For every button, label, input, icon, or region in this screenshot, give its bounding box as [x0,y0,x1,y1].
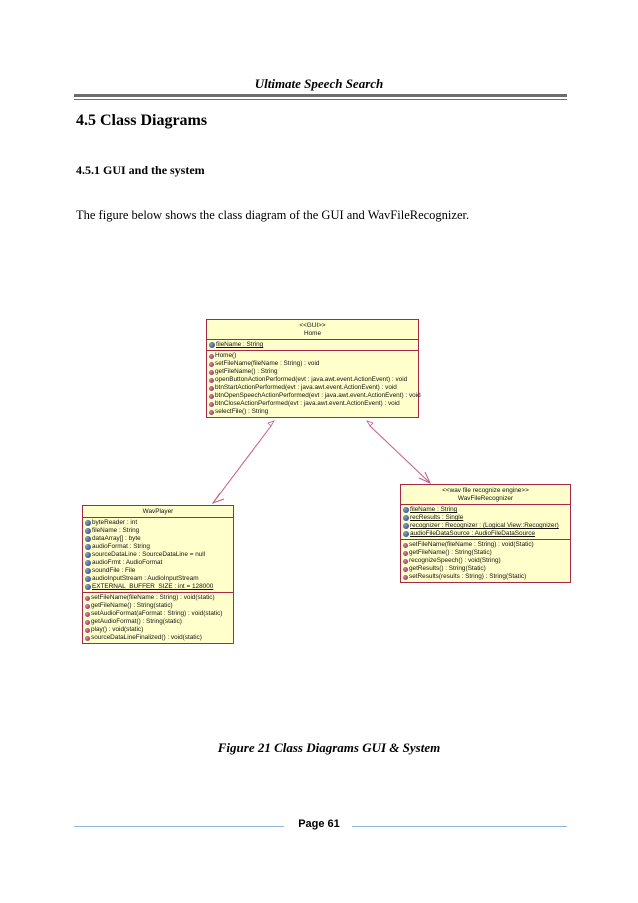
attribute-icon [85,584,91,590]
attribute-row: EXTERNAL_BUFFER_SIZE : int = 128000 [85,583,231,591]
operation-row: getResults() : String(Static) [403,565,568,573]
class-home-title [207,320,418,340]
footer-rule-left [74,826,284,827]
attribute-row: recognizer : Recognizer : (Logical View::Recognizer) [403,522,568,530]
class-recognizer-stereotype: <<wav file recognize engine>> [442,487,529,494]
operation-icon [209,362,214,367]
class-recognizer-name: WavFileRecognizer [457,495,514,502]
operation-row: setResults(results : String) : String(Static) [403,573,568,581]
class-wavplayer-name: WavPlayer [142,508,174,515]
class-recognizer-attributes [401,505,570,540]
attribute-row: audioFormat : String [85,543,231,551]
operation-icon [209,378,214,383]
operation-icon [85,604,90,609]
attribute-icon [85,544,91,550]
operation-row: setAudioFormat(aFormat : String) : void(static) [85,610,231,618]
operation-row: getAudioFormat() : String(static) [85,618,231,626]
operation-row: play() : void(static) [85,626,231,634]
operation-row: setFileName(fileName : String) : void [209,360,416,368]
operation-icon [209,394,214,399]
body-paragraph: The figure below shows the class diagram of the GUI and WavFileRecognizer. [76,208,470,222]
operation-icon [209,410,214,415]
operation-row: sourceDataLineFinalized() : void(static) [85,634,231,642]
attribute-icon [85,536,91,542]
page-number: Page 61 [298,818,340,830]
operation-row: btnCloseActionPerformed(evt : java.awt.event.ActionEvent) : void [209,400,416,408]
operation-icon [403,559,408,564]
class-home [206,319,419,418]
class-recognizer-operations [401,540,570,582]
operation-icon [209,386,214,391]
class-home-name: Home [303,330,322,337]
operation-row: getFileName() : String [209,368,416,376]
figure-caption: Figure 21 Class Diagrams GUI & System [217,740,441,755]
attribute-icon [403,507,409,513]
class-wavplayer-attributes [83,518,233,593]
operation-icon [209,370,214,375]
operation-icon [85,620,90,625]
attribute-row: sourceDataLine : SourceDataLine = null [85,551,231,559]
operation-icon [403,551,408,556]
operation-row: Home() [209,352,416,360]
class-wavplayer-title [83,506,233,518]
running-header: Ultimate Speech Search [254,76,384,91]
class-recognizer-title [401,485,570,505]
attribute-row: audioFileDataSource : AudioFileDataSource [403,530,568,538]
attribute-icon [85,552,91,558]
section-heading: 4.5 Class Diagrams [76,112,208,129]
operation-icon [85,628,90,633]
operation-row: setFileName(fileName : String) : void(static) [85,594,231,602]
class-home-stereotype: <<GUI>> [299,322,326,329]
attribute-row: fileName : String [209,341,416,349]
operation-row: recognizeSpeech() : void(String) [403,557,568,565]
attribute-row: fileName : String [85,527,231,535]
attribute-icon [85,520,91,526]
attribute-icon [85,576,91,582]
operation-row: btnOpenSpeechActionPerformed(evt : java.awt.event.ActionEvent) : void [209,392,416,400]
operation-row: openButtonActionPerformed(evt : java.awt.event.ActionEvent) : void [209,376,416,384]
class-wavfilerecognizer [400,484,571,583]
operation-icon [403,567,408,572]
subsection-heading: 4.5.1 GUI and the system [76,163,205,177]
class-wavplayer [82,505,234,644]
operation-icon [209,402,214,407]
operation-icon [403,543,408,548]
operation-icon [85,636,90,641]
class-home-operations [207,351,421,417]
operation-row: selectFile() : String [209,408,416,416]
footer-rule-right [352,826,567,827]
operation-row: getFileName() : String(Static) [403,549,568,557]
attribute-icon [403,531,409,537]
attribute-row: soundFile : File [85,567,231,575]
operation-icon [85,596,90,601]
attribute-row: audioFrmt : AudioFormat [85,559,231,567]
operation-row: getFileName() : String(static) [85,602,231,610]
operation-icon [85,612,90,617]
attribute-icon [403,523,409,529]
attribute-row: recResults : Single [403,514,568,522]
attribute-row: dataArray[] : byte [85,535,231,543]
class-home-attributes [207,340,418,351]
operation-icon [209,354,214,359]
operation-icon [403,575,408,580]
attribute-icon [403,515,409,521]
attribute-row: fileName : String [403,506,568,514]
attribute-row: audioInputStream : AudioInputStream [85,575,231,583]
operation-row: btnStartActionPerformed(evt : java.awt.event.ActionEvent) : void [209,384,416,392]
attribute-icon [85,568,91,574]
attribute-icon [85,528,91,534]
attribute-icon [85,560,91,566]
class-wavplayer-operations [83,593,233,643]
attribute-row: byteReader : int [85,519,231,527]
attribute-icon [209,342,215,348]
operation-row: setFileName(fileName : String) : void(Static) [403,541,568,549]
